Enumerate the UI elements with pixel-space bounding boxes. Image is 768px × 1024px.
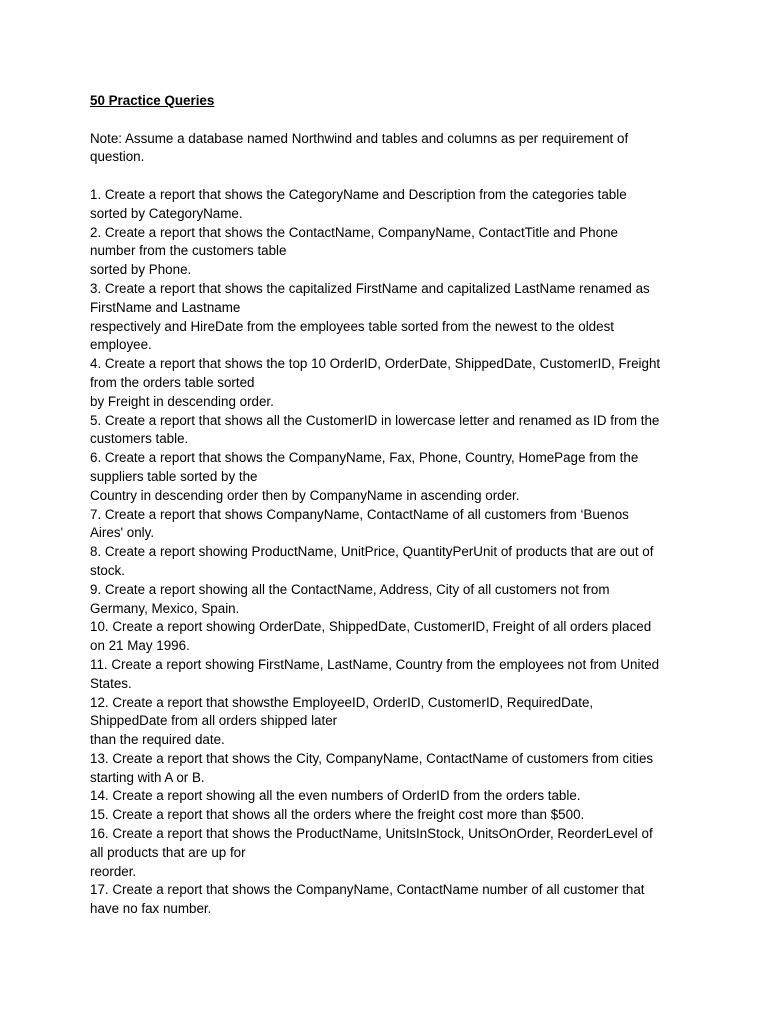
- query-line: than the required date.: [90, 732, 225, 748]
- query-item: [90, 280, 690, 355]
- query-line: respectively and HireDate from the employees table sorted from the newest to the oldest: [90, 318, 614, 334]
- query-line: customers table.: [90, 431, 189, 447]
- query-line: reorder.: [90, 863, 137, 879]
- query-item: [90, 825, 690, 881]
- query-line: number from the customers table: [90, 243, 287, 259]
- query-line: stock.: [90, 562, 125, 578]
- query-line: FirstName and Lastname: [90, 299, 241, 315]
- query-item: [90, 581, 690, 619]
- query-line: 4. Create a report that shows the top 10 OrderID, OrderDate, ShippedDate, CustomerID, Freight: [90, 356, 661, 372]
- query-item: [90, 355, 690, 411]
- query-item: [90, 543, 690, 581]
- query-line: 6. Create a report that shows the CompanyName, Fax, Phone, Country, HomePage from the: [90, 450, 639, 466]
- query-item: [90, 506, 690, 544]
- query-item: [90, 449, 690, 505]
- query-line: sorted by CategoryName.: [90, 205, 243, 221]
- query-line: suppliers table sorted by the: [90, 468, 258, 484]
- note-line: question.: [90, 149, 145, 165]
- query-line: 5. Create a report that shows all the CustomerID in lowercase letter and renamed as ID from the: [90, 412, 660, 428]
- query-line: 10. Create a report showing OrderDate, ShippedDate, CustomerID, Freight of all orders placed: [90, 619, 652, 635]
- query-item: [90, 224, 690, 280]
- query-line: 14. Create a report showing all the even numbers of OrderID from the orders table.: [90, 788, 581, 804]
- query-line: 1. Create a report that shows the CategoryName and Description from the categories table: [90, 186, 627, 202]
- query-item: [90, 618, 690, 656]
- query-item: [90, 656, 690, 694]
- query-line: 17. Create a report that shows the CompanyName, ContactName number of all customer that: [90, 882, 645, 898]
- query-line: sorted by Phone.: [90, 262, 192, 278]
- document-page: [90, 92, 690, 919]
- query-item: [90, 694, 690, 750]
- query-line: 11. Create a report showing FirstName, LastName, Country from the employees not from United: [90, 656, 660, 672]
- query-item: [90, 787, 690, 806]
- query-line: 9. Create a report showing all the ContactName, Address, City of all customers not from: [90, 581, 610, 597]
- query-line: 12. Create a report that showsthe EmployeeID, OrderID, CustomerID, RequiredDate,: [90, 694, 594, 710]
- query-item: [90, 806, 690, 825]
- query-item: [90, 750, 690, 788]
- query-line: by Freight in descending order.: [90, 393, 274, 409]
- note-paragraph: [90, 130, 690, 168]
- query-line: 8. Create a report showing ProductName, UnitPrice, QuantityPerUnit of products that are out of: [90, 544, 654, 560]
- query-item: [90, 412, 690, 450]
- document-title: 50 Practice Queries: [90, 93, 215, 108]
- query-line: Country in descending order then by CompanyName in ascending order.: [90, 487, 520, 503]
- query-line: have no fax number.: [90, 901, 212, 917]
- query-line: employee.: [90, 337, 152, 353]
- query-line: 3. Create a report that shows the capitalized FirstName and capitalized LastName renamed as: [90, 280, 650, 296]
- query-item: [90, 881, 690, 919]
- query-line: 2. Create a report that shows the ContactName, CompanyName, ContactTitle and Phone: [90, 224, 618, 240]
- query-line: 13. Create a report that shows the City, CompanyName, ContactName of customers from cities: [90, 750, 654, 766]
- query-line: from the orders table sorted: [90, 374, 255, 390]
- query-line: all products that are up for: [90, 844, 246, 860]
- query-line: 15. Create a report that shows all the orders where the freight cost more than $500.: [90, 807, 585, 823]
- query-item: [90, 186, 690, 224]
- query-line: 16. Create a report that shows the ProductName, UnitsInStock, UnitsOnOrder, ReorderLevel of: [90, 826, 653, 842]
- query-line: on 21 May 1996.: [90, 638, 190, 654]
- query-line: starting with A or B.: [90, 769, 205, 785]
- note-line: Note: Assume a database named Northwind and tables and columns as per requirement of: [90, 130, 629, 146]
- query-line: States.: [90, 675, 132, 691]
- query-line: ShippedDate from all orders shipped later: [90, 713, 338, 729]
- query-line: Aires' only.: [90, 525, 155, 541]
- query-list: [90, 186, 690, 919]
- query-line: 7. Create a report that shows CompanyName, ContactName of all customers from ‘Buenos: [90, 506, 629, 522]
- query-line: Germany, Mexico, Spain.: [90, 600, 240, 616]
